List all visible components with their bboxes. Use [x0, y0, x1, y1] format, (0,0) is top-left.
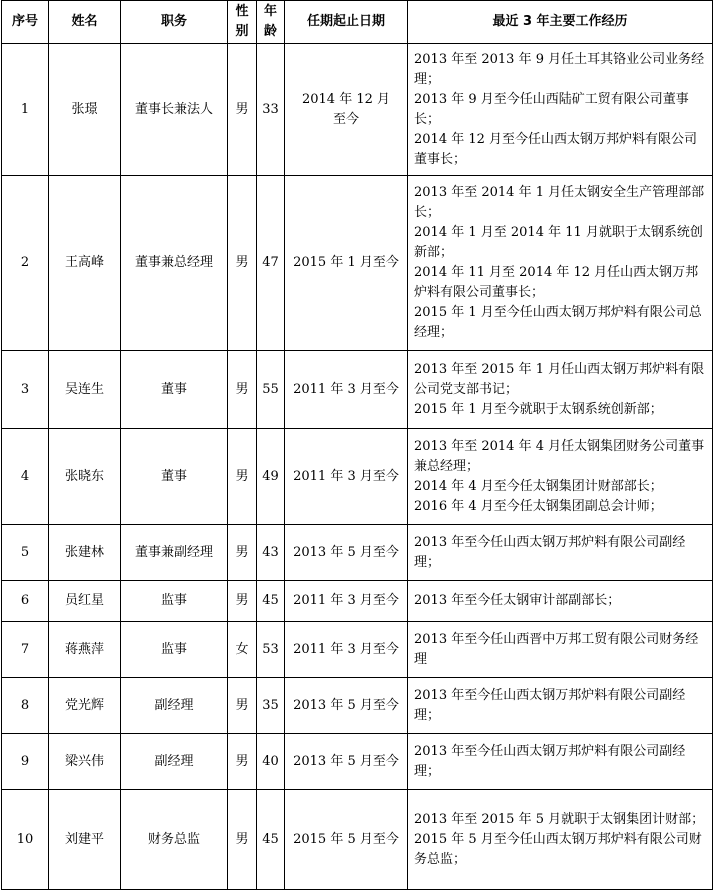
- cell-gender: 男: [228, 790, 257, 890]
- cell-no: 4: [2, 429, 49, 525]
- cell-name: 王高峰: [49, 176, 121, 351]
- experience-line: 2013 年至今任山西太钢万邦炉料有限公司副经理；: [414, 743, 686, 779]
- table-row: [2, 351, 713, 429]
- cell-experience: [408, 351, 713, 429]
- cell-name: 蒋燕萍: [49, 622, 121, 678]
- cell-no: 9: [2, 734, 49, 790]
- cell-position: 董事兼副经理: [121, 525, 228, 581]
- table-row: [2, 734, 713, 790]
- cell-age: 53: [257, 622, 285, 678]
- cell-term: 2011 年 3 月至今: [285, 429, 408, 525]
- cell-name: 梁兴伟: [49, 734, 121, 790]
- experience-line: 2015 年 1 月至今任山西太钢万邦炉料有限公司总经理；: [414, 305, 702, 340]
- experience-line: 2014 年 1 月至 2014 年 11 月就职于太钢系统创新部；: [414, 225, 703, 260]
- cell-name: 员红星: [49, 581, 121, 622]
- cell-age: 45: [257, 581, 285, 622]
- cell-experience: [408, 678, 713, 734]
- cell-position: 监事: [121, 622, 228, 678]
- cell-name: 刘建平: [49, 790, 121, 890]
- cell-term: 2011 年 3 月至今: [285, 622, 408, 678]
- cell-term: 2013 年 5 月至今: [285, 525, 408, 581]
- experience-line: 2015 年 5 月至今任山西太钢万邦炉料有限公司财务总监；: [414, 831, 702, 867]
- cell-name: 张晓东: [49, 429, 121, 525]
- cell-position: 董事: [121, 351, 228, 429]
- cell-term: 2011 年 3 月至今: [285, 351, 408, 429]
- cell-age: 40: [257, 734, 285, 790]
- table-row: [2, 44, 713, 176]
- cell-age: 49: [257, 429, 285, 525]
- header-row: [2, 1, 713, 44]
- cell-experience: [408, 44, 713, 176]
- experience-line: 2014 年 4 月至今任太钢集团计财部部长；: [414, 478, 663, 494]
- cell-term: 2011 年 3 月至今: [285, 581, 408, 622]
- cell-no: 3: [2, 351, 49, 429]
- cell-position: 财务总监: [121, 790, 228, 890]
- table-row: [2, 790, 713, 890]
- cell-term: 2015 年 1 月至今: [285, 176, 408, 351]
- header-position: 职务: [121, 1, 228, 44]
- table-row: [2, 429, 713, 525]
- experience-line: 2016 年 4 月至今任太钢集团副总会计师；: [414, 498, 663, 514]
- cell-age: 35: [257, 678, 285, 734]
- cell-position: 监事: [121, 581, 228, 622]
- cell-term: 2013 年 5 月至今: [285, 734, 408, 790]
- table-row: [2, 176, 713, 351]
- cell-experience: [408, 622, 713, 678]
- cell-name: 张建林: [49, 525, 121, 581]
- experience-line: 2013 年 9 月至今任山西陆矿工贸有限公司董事长；: [414, 91, 689, 127]
- cell-experience: [408, 581, 713, 622]
- experience-line: 2013 年至 2014 年 1 月任太钢安全生产管理部部长；: [414, 185, 705, 220]
- experience-line: 2013 年至今任山西太钢万邦炉料有限公司副经理；: [414, 534, 686, 570]
- cell-position: 董事兼总经理: [121, 176, 228, 351]
- personnel-table: [1, 0, 713, 890]
- experience-line: 2013 年至今任山西晋中万邦工贸有限公司财务经理: [414, 631, 699, 667]
- cell-age: 55: [257, 351, 285, 429]
- cell-gender: 男: [228, 429, 257, 525]
- cell-gender: 男: [228, 581, 257, 622]
- cell-no: 6: [2, 581, 49, 622]
- header-no: 序号: [2, 1, 49, 44]
- cell-experience: [408, 429, 713, 525]
- cell-no: 8: [2, 678, 49, 734]
- cell-gender: 女: [228, 622, 257, 678]
- experience-line: 2014 年 12 月至今任山西太钢万邦炉料有限公司董事长；: [414, 131, 698, 167]
- table-row: [2, 678, 713, 734]
- cell-age: 45: [257, 790, 285, 890]
- experience-line: 2014 年 11 月至 2014 年 12 月任山西太钢万邦炉料有限公司董事长；: [414, 265, 699, 300]
- cell-no: 7: [2, 622, 49, 678]
- header-gender: 性别: [228, 1, 257, 44]
- cell-experience: [408, 790, 713, 890]
- table-row: [2, 622, 713, 678]
- cell-no: 1: [2, 44, 49, 176]
- cell-name: 党光辉: [49, 678, 121, 734]
- cell-age: 43: [257, 525, 285, 581]
- experience-line: 2013 年至今任山西太钢万邦炉料有限公司副经理；: [414, 687, 686, 723]
- cell-gender: 男: [228, 525, 257, 581]
- cell-gender: 男: [228, 678, 257, 734]
- experience-line: 2013 年至 2015 年 1 月任山西太钢万邦炉料有限公司党支部书记；: [414, 361, 705, 397]
- table-row: [2, 581, 713, 622]
- cell-experience: [408, 176, 713, 351]
- experience-line: 2013 年至今任太钢审计部副部长；: [414, 593, 621, 608]
- table-row: [2, 525, 713, 581]
- header-name: 姓名: [49, 1, 121, 44]
- cell-gender: 男: [228, 734, 257, 790]
- experience-line: 2015 年 1 月至今就职于太钢系统创新部；: [414, 401, 663, 417]
- cell-experience: [408, 525, 713, 581]
- cell-term: 2013 年 5 月至今: [285, 678, 408, 734]
- experience-line: 2013 年至 2015 年 5 月就职于太钢集团计财部；: [414, 811, 705, 827]
- experience-line: 2013 年至 2013 年 9 月任土耳其铬业公司业务经理；: [414, 51, 705, 87]
- cell-no: 2: [2, 176, 49, 351]
- cell-term: 2015 年 5 月至今: [285, 790, 408, 890]
- header-age: 年龄: [257, 1, 285, 44]
- cell-position: 副经理: [121, 734, 228, 790]
- cell-no: 5: [2, 525, 49, 581]
- cell-term: 2014 年 12 月至今: [285, 44, 408, 176]
- cell-name: 张璟: [49, 44, 121, 176]
- cell-gender: 男: [228, 351, 257, 429]
- cell-gender: 男: [228, 44, 257, 176]
- cell-no: 10: [2, 790, 49, 890]
- header-term: 任期起止日期: [285, 1, 408, 44]
- cell-position: 董事: [121, 429, 228, 525]
- cell-position: 董事长兼法人: [121, 44, 228, 176]
- cell-experience: [408, 734, 713, 790]
- cell-gender: 男: [228, 176, 257, 351]
- cell-age: 47: [257, 176, 285, 351]
- cell-position: 副经理: [121, 678, 228, 734]
- experience-line: 2013 年至 2014 年 4 月任太钢集团财务公司董事兼总经理；: [414, 438, 705, 474]
- cell-age: 33: [257, 44, 285, 176]
- cell-name: 吴连生: [49, 351, 121, 429]
- header-experience: 最近 3 年主要工作经历: [408, 1, 713, 44]
